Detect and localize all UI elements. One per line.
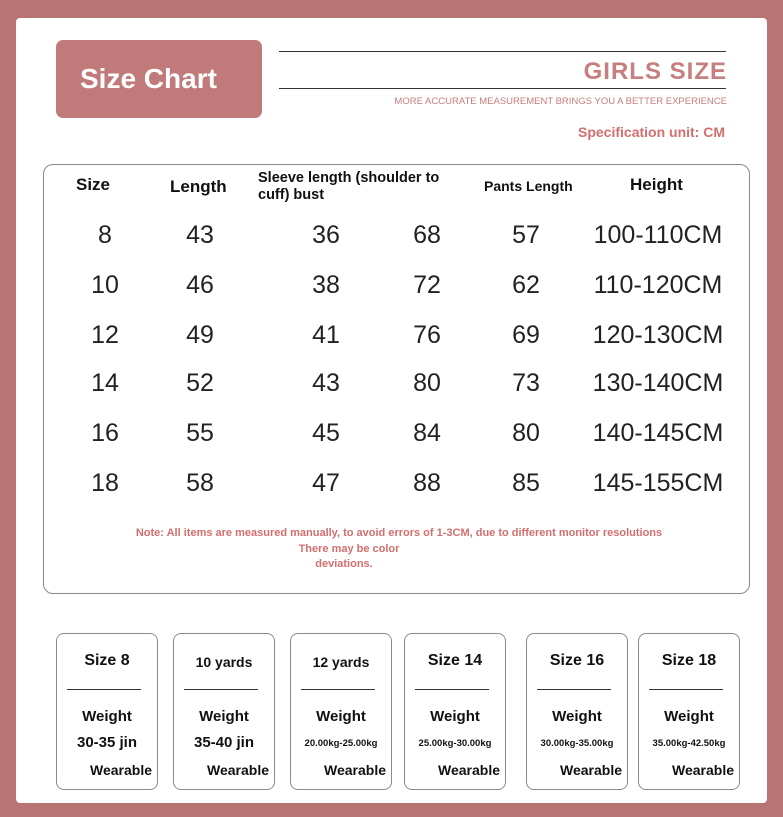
cell-pants-length: 69 <box>512 321 540 349</box>
card-weight-label: Weight <box>552 708 602 725</box>
card-divider <box>184 689 258 690</box>
weight-card <box>638 633 740 790</box>
card-weight-range: 30-35 jin <box>76 734 138 751</box>
card-title: Size 8 <box>84 652 130 669</box>
header-size: Size <box>76 175 111 194</box>
cell-length: 55 <box>186 419 214 447</box>
weight-card <box>290 633 392 790</box>
card-divider <box>67 689 141 690</box>
title-bottom-rule <box>279 88 726 89</box>
card-weight-range: 20.00kg-25.00kg <box>304 738 378 749</box>
cell-pants-length: 85 <box>512 469 540 497</box>
card-title: Size 14 <box>427 652 483 669</box>
cell-size: 16 <box>91 419 119 447</box>
header-height: Height <box>630 175 683 194</box>
title-top-rule <box>279 51 726 52</box>
cell-height: 130-140CM <box>592 369 724 397</box>
cell-size: 8 <box>98 221 112 249</box>
cell-size: 12 <box>91 321 119 349</box>
size-table <box>43 164 750 594</box>
tagline: MORE ACCURATE MEASUREMENT BRINGS YOU A BETTER EXPERIENCE <box>394 96 727 107</box>
cell-size: 14 <box>91 369 119 397</box>
card-wearable: Wearable <box>560 762 622 778</box>
cell-bust: 72 <box>413 271 441 299</box>
cell-size: 18 <box>91 469 119 497</box>
cell-height: 110-120CM <box>593 271 723 299</box>
card-weight-label: Weight <box>82 708 132 725</box>
cell-pants-length: 62 <box>512 271 540 299</box>
card-weight-label: Weight <box>316 708 366 725</box>
weight-card <box>56 633 158 790</box>
weight-card <box>173 633 275 790</box>
cell-length: 58 <box>186 469 214 497</box>
header-length: Length <box>170 177 227 196</box>
card-divider <box>537 689 611 690</box>
card-title: Size 16 <box>549 652 605 669</box>
card-weight-range: 35-40 jin <box>193 734 255 751</box>
header-pants-length: Pants Length <box>484 178 573 194</box>
card-wearable: Wearable <box>672 762 734 778</box>
cell-bust: 88 <box>413 469 441 497</box>
card-wearable: Wearable <box>438 762 500 778</box>
cell-bust: 84 <box>413 419 441 447</box>
cell-sleeve: 47 <box>312 469 340 497</box>
size-chart-page <box>16 18 767 803</box>
cell-height: 140-145CM <box>592 419 724 447</box>
card-weight-label: Weight <box>664 708 714 725</box>
cell-sleeve: 45 <box>312 419 340 447</box>
card-title: 10 yards <box>195 654 253 670</box>
card-wearable: Wearable <box>207 762 269 778</box>
cell-length: 46 <box>186 271 214 299</box>
card-weight-range: 25.00kg-30.00kg <box>418 738 492 749</box>
cell-pants-length: 80 <box>512 419 540 447</box>
card-divider <box>301 689 375 690</box>
cell-sleeve: 38 <box>312 271 340 299</box>
cell-length: 43 <box>186 221 214 249</box>
size-chart-badge: Size Chart <box>56 40 262 118</box>
cell-bust: 68 <box>413 221 441 249</box>
cell-pants-length: 57 <box>512 221 540 249</box>
weight-card <box>404 633 506 790</box>
cell-bust: 76 <box>413 321 441 349</box>
cell-height: 145-155CM <box>592 469 724 497</box>
cell-pants-length: 73 <box>512 369 540 397</box>
card-weight-range: 35.00kg-42.50kg <box>652 738 726 749</box>
cell-height: 120-130CM <box>592 321 724 349</box>
note-line-3: deviations. <box>315 558 373 570</box>
card-wearable: Wearable <box>324 762 386 778</box>
cell-size: 10 <box>91 271 119 299</box>
header-sleeve-bust: Sleeve length (shoulder to cuff) bust <box>258 170 440 203</box>
weight-card <box>526 633 628 790</box>
cell-sleeve: 43 <box>312 369 340 397</box>
card-weight-label: Weight <box>430 708 480 725</box>
card-divider <box>415 689 489 690</box>
cell-bust: 80 <box>413 369 441 397</box>
page-title: GIRLS SIZE <box>583 58 727 85</box>
cell-length: 52 <box>186 369 214 397</box>
card-divider <box>649 689 723 690</box>
cell-sleeve: 36 <box>312 221 340 249</box>
card-title: 12 yards <box>312 654 370 670</box>
cell-height: 100-110CM <box>593 221 723 249</box>
cell-length: 49 <box>186 321 214 349</box>
card-weight-range: 30.00kg-35.00kg <box>540 738 614 749</box>
card-wearable: Wearable <box>90 762 152 778</box>
card-title: Size 18 <box>661 652 717 669</box>
note-line-2: There may be color <box>298 543 400 555</box>
spec-unit: Specification unit: CM <box>578 124 725 140</box>
card-weight-label: Weight <box>199 708 249 725</box>
note-line-1: Note: All items are measured manually, to avoid errors of 1-3CM, due to different monitor resolutions <box>135 527 663 539</box>
cell-sleeve: 41 <box>312 321 340 349</box>
